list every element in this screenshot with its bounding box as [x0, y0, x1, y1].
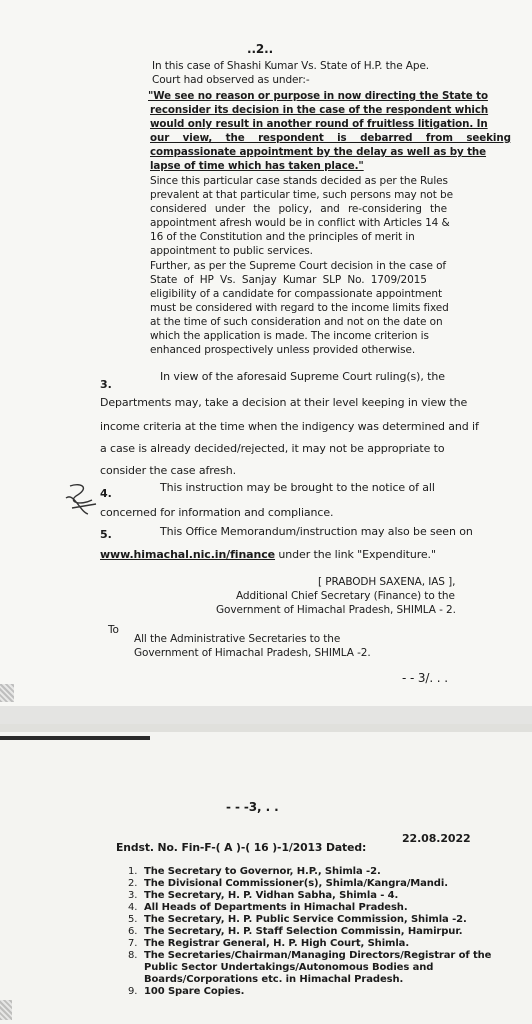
signatory-designation: Additional Chief Secretary (Finance) to the: [236, 590, 455, 602]
item-text: The Registrar General, H. P. High Court, Shimla.: [144, 938, 410, 949]
body-line: appointment afresh would be in conflict with Articles 14 &: [150, 217, 450, 229]
document-page-2: [0, 724, 532, 1024]
court-quote-line: "We see no reason or purpose in now directing the State to: [148, 90, 488, 102]
distribution-item: [128, 914, 491, 926]
quote-intro-line: In this case of Shashi Kumar Vs. State of H.P. the Ape.: [152, 60, 430, 72]
handwritten-initials-mark: [62, 478, 102, 518]
to-label: To: [108, 624, 119, 636]
endorsement-number: Endst. No. Fin-F-( A )-( 16 )-1/2013 Dated:: [116, 841, 367, 854]
para-number: 3.: [100, 378, 112, 391]
court-quote-line: our view, the respondent is debarred from seeking: [150, 132, 511, 144]
para3-line: In view of the aforesaid Supreme Court ruling(s), the: [160, 370, 445, 383]
item-number: 3.: [128, 890, 138, 901]
distribution-item: [128, 878, 491, 890]
court-quote-line: lapse of time which has taken place.": [150, 160, 364, 172]
page-top-edge: [0, 724, 532, 732]
item-text: Boards/Corporations etc. in Himachal Pradesh.: [144, 974, 404, 985]
item-number: 4.: [128, 902, 138, 913]
item-text: The Secretary to Governor, H.P., Shimla -2.: [144, 866, 381, 877]
item-number: 6.: [128, 926, 138, 937]
body-line: enhanced prospectively unless provided otherwise.: [150, 344, 416, 356]
recipient-line: Government of Himachal Pradesh, SHIMLA -2.: [134, 647, 371, 659]
signatory-name: [ PRABODH SAXENA, IAS ],: [318, 576, 456, 588]
black-bar-mark: [0, 736, 150, 740]
body-line: considered under the policy, and re-considering the: [150, 203, 447, 215]
distribution-list: [128, 866, 491, 998]
item-text: The Secretary, H. P. Public Service Commission, Shimla -2.: [144, 914, 467, 925]
distribution-item: [128, 986, 491, 998]
distribution-item: [128, 866, 491, 878]
para3-line: Departments may, take a decision at their level keeping in view the: [100, 396, 468, 409]
para-number: 5.: [100, 528, 112, 541]
scan-speckle: [0, 1000, 12, 1020]
item-number: 1.: [128, 866, 138, 877]
item-text: The Secretary, H. P. Staff Selection Commissin, Hamirpur.: [144, 926, 463, 937]
body-line: Further, as per the Supreme Court decision in the case of: [150, 260, 446, 272]
para3-line: a case is already decided/rejected, it may not be appropriate to: [100, 442, 445, 455]
endorsement-date: 22.08.2022: [402, 832, 471, 845]
distribution-item: [128, 974, 491, 986]
item-text: The Secretaries/Chairman/Managing Directors/Registrar of the: [144, 950, 492, 961]
distribution-item: [128, 926, 491, 938]
distribution-item: [128, 962, 491, 974]
item-number: 5.: [128, 914, 138, 925]
distribution-item: [128, 938, 491, 950]
body-line: eligibility of a candidate for compassionate appointment: [150, 288, 442, 300]
body-line: Since this particular case stands decided as per the Rules: [150, 175, 448, 187]
item-text: 100 Spare Copies.: [144, 986, 245, 997]
court-quote-line: compassionate appointment by the delay as well as by the: [150, 146, 487, 158]
item-text: All Heads of Departments in Himachal Pradesh.: [144, 902, 408, 913]
body-line: appointment to public services.: [150, 245, 313, 257]
para5-line: This Office Memorandum/instruction may also be seen on: [160, 525, 473, 538]
para-number: 4.: [100, 487, 112, 500]
para4-line: concerned for information and compliance.: [100, 506, 334, 519]
distribution-item: [128, 902, 491, 914]
para5-line-2: [100, 548, 436, 562]
item-text: The Secretary, H. P. Vidhan Sabha, Shimla - 4.: [144, 890, 399, 901]
body-line: must be considered with regard to the income limits fixed: [150, 302, 449, 314]
para5-link-suffix: under the link "Expenditure.": [278, 548, 436, 561]
item-number: 9.: [128, 986, 138, 997]
para3-line: income criteria at the time when the indigency was determined and if: [100, 420, 479, 433]
body-line: prevalent at that particular time, such persons may not be: [150, 189, 453, 201]
next-page-marker: - - 3/. . .: [402, 671, 448, 685]
item-text: Public Sector Undertakings/Autonomous Bodies and: [144, 962, 434, 973]
page-number: - - -3, . .: [226, 800, 279, 814]
body-line: 16 of the Constitution and the principles of merit in: [150, 231, 415, 243]
page-number: ..2..: [247, 42, 274, 56]
court-quote-line: would only result in another round of fruitless litigation. In: [150, 118, 488, 130]
recipient-line: All the Administrative Secretaries to the: [134, 633, 341, 645]
item-text: The Divisional Commissioner(s), Shimla/Kangra/Mandi.: [144, 878, 448, 889]
quote-intro-line: Court had observed as under:-: [152, 74, 310, 86]
court-quote-line: reconsider its decision in the case of the respondent which: [150, 104, 489, 116]
signatory-office: Government of Himachal Pradesh, SHIMLA - 2.: [216, 604, 456, 616]
item-number: 7.: [128, 938, 138, 949]
distribution-item: [128, 950, 491, 962]
item-number: 2.: [128, 878, 138, 889]
finance-website-link[interactable]: www.himachal.nic.in/finance: [100, 548, 276, 561]
body-line: State of HP Vs. Sanjay Kumar SLP No. 1709/2015: [150, 274, 427, 286]
body-line: which the application is made. The income criterion is: [150, 330, 429, 342]
scan-speckle: [0, 684, 14, 702]
para4-line: This instruction may be brought to the notice of all: [160, 481, 435, 494]
distribution-item: [128, 890, 491, 902]
body-line: at the time of such consideration and not on the date on: [150, 316, 443, 328]
para3-line: consider the case afresh.: [100, 464, 236, 477]
item-number: 8.: [128, 950, 138, 961]
